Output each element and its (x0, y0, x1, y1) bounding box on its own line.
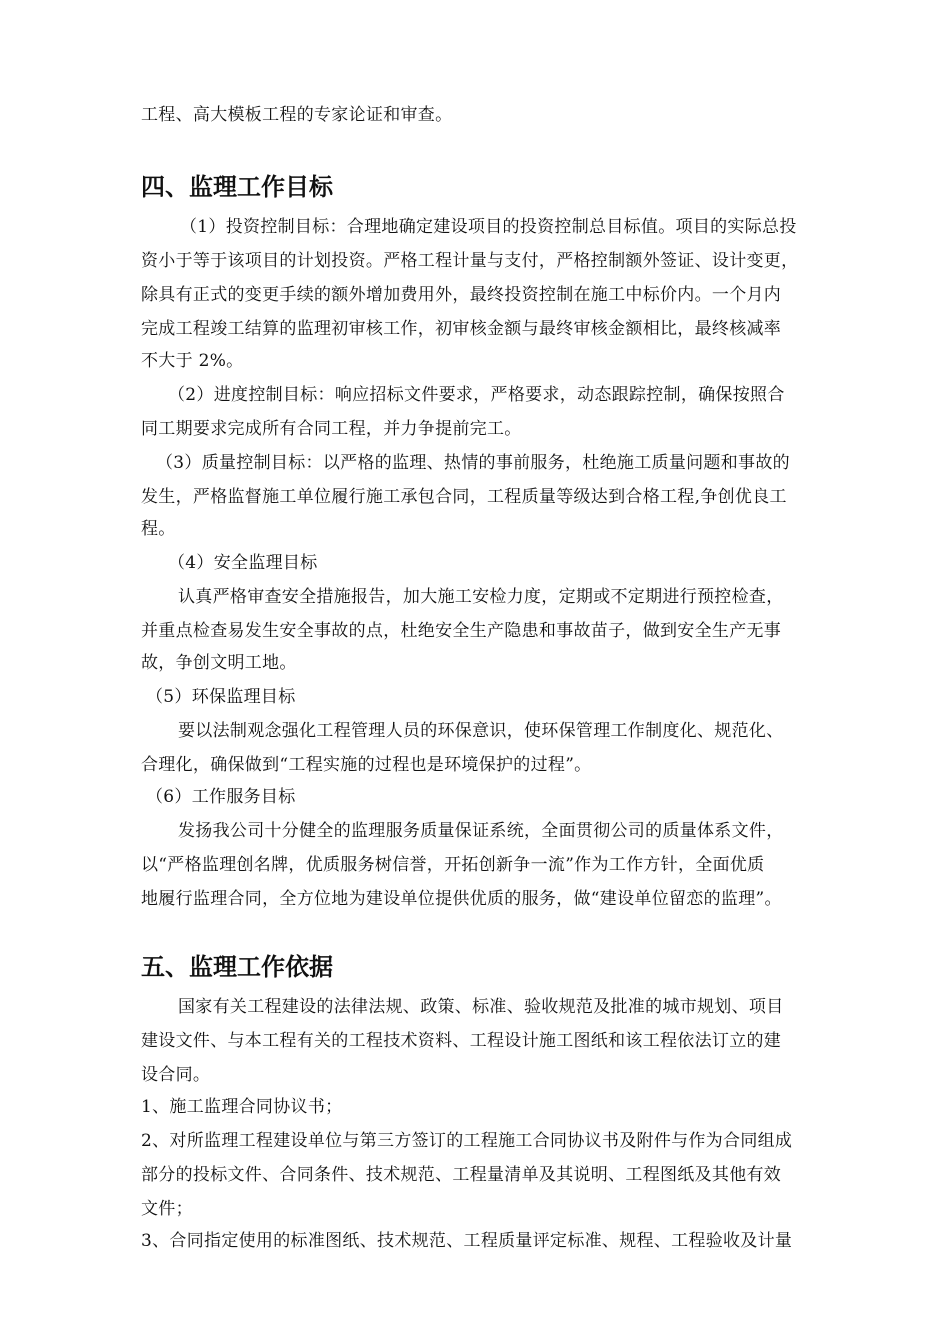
text-line: 资小于等于该项目的计划投资。严格工程计量与支付，严格控制额外签证、设计变更， (141, 251, 799, 271)
text-line: （2）进度控制目标：响应招标文件要求，严格要求，动态跟踪控制，确保按照合 (168, 385, 785, 405)
text-line: 以“严格监理创名牌，优质服务树信誉，开拓创新争一流”作为工作方针，全面优质 (141, 855, 765, 875)
section-heading-5: 五、监理工作依据 (141, 953, 333, 981)
text-line: 发扬我公司十分健全的监理服务质量保证系统，全面贯彻公司的质量体系文件， (178, 821, 784, 841)
text-line: 程。 (141, 519, 176, 539)
text-line: 国家有关工程建设的法律法规、政策、标准、验收规范及批准的城市规划、项目 (178, 997, 784, 1017)
section-heading-4: 四、监理工作目标 (141, 173, 333, 201)
text-line: 认真严格审查安全措施报告，加大施工安检力度，定期或不定期进行预控检查， (178, 587, 784, 607)
text-line: 除具有正式的变更手续的额外增加费用外，最终投资控制在施工中标价内。一个月内 (141, 285, 782, 305)
text-line: （1）投资控制目标：合理地确定建设项目的投资控制总目标值。项目的实际总投 (180, 217, 797, 237)
subsection-title: （5）环保监理目标 (146, 687, 296, 707)
text-line: 并重点检查易发生安全事故的点，杜绝安全生产隐患和事故苗子，做到安全生产无事 (141, 621, 782, 641)
text-line: 设合同。 (141, 1065, 211, 1085)
text-line: 建设文件、与本工程有关的工程技术资料、工程设计施工图纸和该工程依法订立的建 (141, 1031, 782, 1051)
text-line: 要以法制观念强化工程管理人员的环保意识，使环保管理工作制度化、规范化、 (178, 721, 784, 741)
list-item: 1、施工监理合同协议书； (141, 1097, 343, 1117)
text-line: （3）质量控制目标：以严格的监理、热情的事前服务，杜绝施工质量问题和事故的 (156, 453, 790, 473)
text-line: 不大于 2%。 (141, 351, 244, 371)
subsection-title: （6）工作服务目标 (146, 787, 296, 807)
text-line: 工程、高大模板工程的专家论证和审查。 (141, 105, 453, 125)
text-line: 文件； (141, 1199, 193, 1219)
subsection-title: （4）安全监理目标 (168, 553, 318, 573)
list-item: 2、对所监理工程建设单位与第三方签订的工程施工合同协议书及附件与作为合同组成 (141, 1131, 793, 1151)
text-line: 地履行监理合同，全方位地为建设单位提供优质的服务，做“建设单位留恋的监理”。 (141, 889, 782, 909)
list-item: 3、合同指定使用的标准图纸、技术规范、工程质量评定标准、规程、工程验收及计量 (141, 1231, 793, 1251)
text-line: 故，争创文明工地。 (141, 653, 297, 673)
text-line: 同工期要求完成所有合同工程，并力争提前完工。 (141, 419, 522, 439)
text-line: 发生，严格监督施工单位履行施工承包合同，工程质量等级达到合格工程,争创优良工 (141, 487, 787, 507)
text-line: 合理化，确保做到“工程实施的过程也是环境保护的过程”。 (141, 755, 592, 775)
text-line: 部分的投标文件、合同条件、技术规范、工程量清单及其说明、工程图纸及其他有效 (141, 1165, 782, 1185)
text-line: 完成工程竣工结算的监理初审核工作，初审核金额与最终审核金额相比，最终核减率 (141, 319, 782, 339)
